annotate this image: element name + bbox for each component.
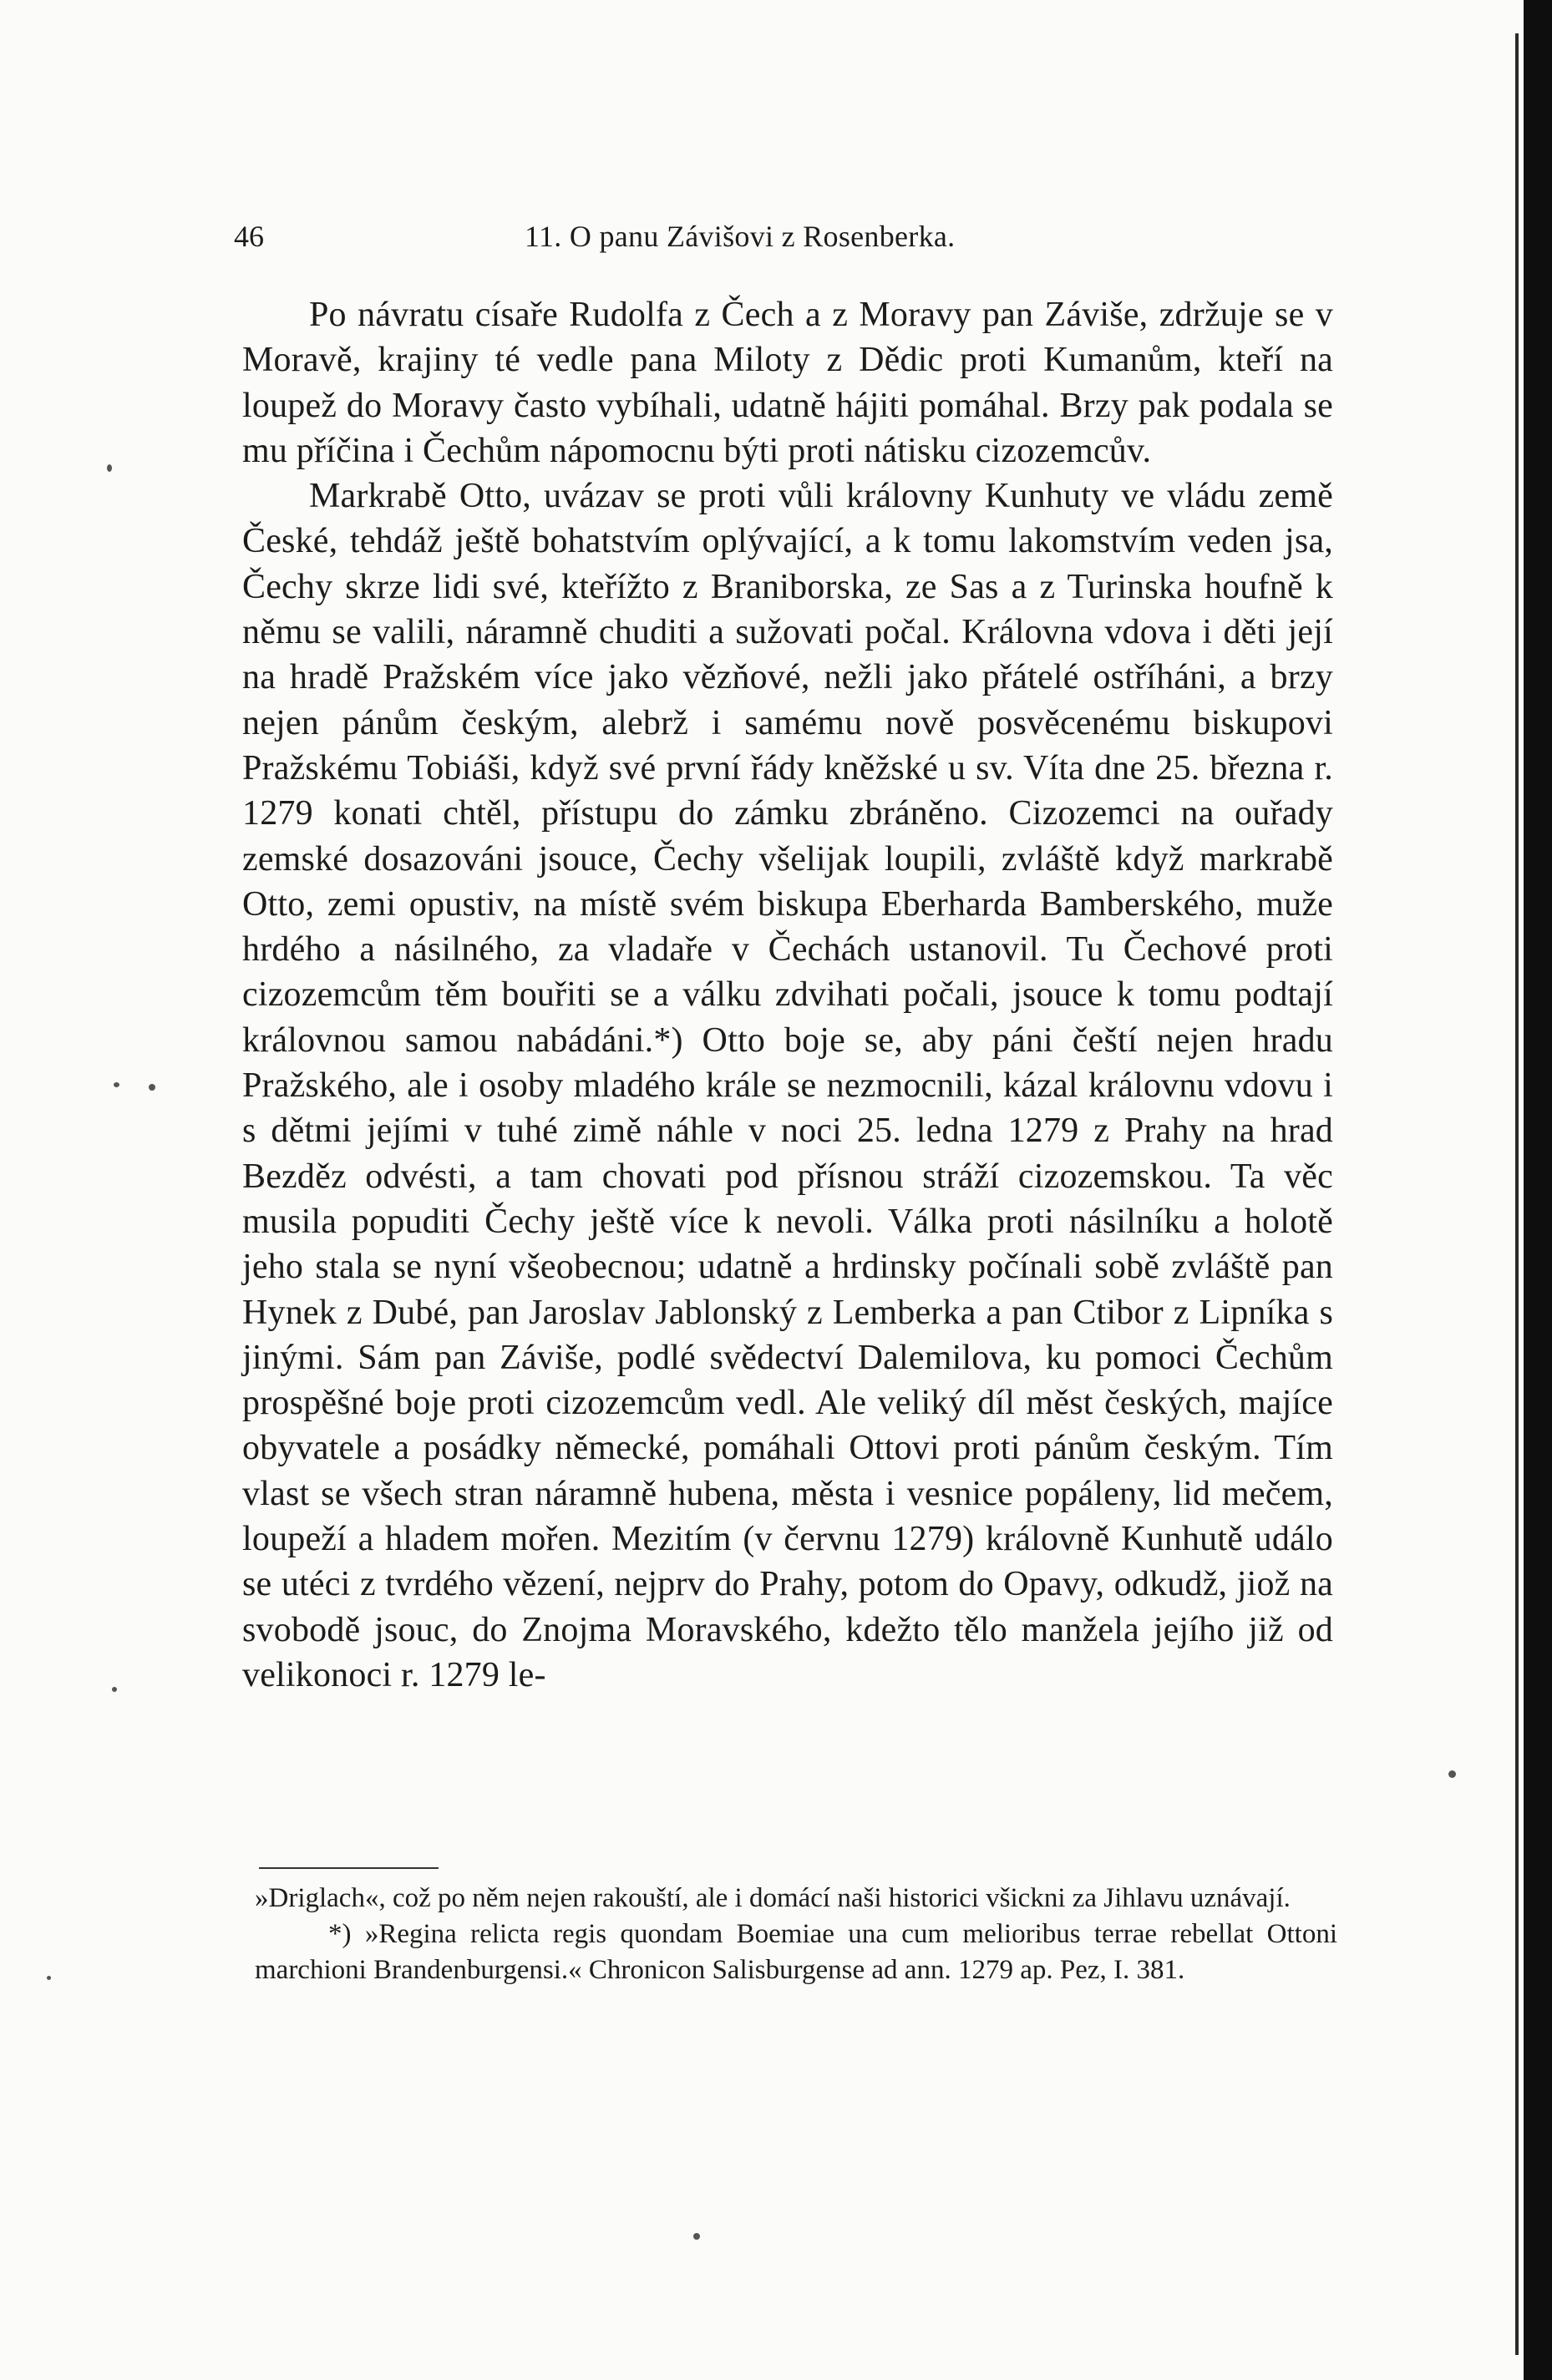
footnote-star: *) »Regina relicta regis quondam Boemiae una cum melioribus terrae rebellat Ottoni marchioni Brandenburgensi.« Chronicon Salisburgense ad ann. 1279 ap. Pez, I. 381. <box>255 1919 1337 1985</box>
footnote-separator <box>259 1867 439 1869</box>
scan-speck <box>107 464 112 472</box>
page-number: 46 <box>234 220 264 253</box>
scan-speck <box>112 1687 117 1692</box>
scan-speck <box>114 1082 119 1087</box>
scan-speck <box>1448 1770 1456 1778</box>
scan-speck <box>693 2233 700 2240</box>
scan-edge-shadow <box>1524 0 1552 2380</box>
scan-speck <box>149 1084 155 1091</box>
running-head: 11. O panu Závišovi z Rosenberka. <box>525 220 956 253</box>
scan-edge-line <box>1515 33 1519 2355</box>
page-header <box>234 219 1336 261</box>
paragraph-1: Po návratu císaře Rudolfa z Čech a z Moravy pan Záviše, zdržuje se v Moravě, krajiny té vedle pana Miloty z Dědic proti Kumanům, kteří na loupež do Moravy často vybíhali, udatně hájiti pomáhal. Brzy pak podala se mu příčina i Čechům nápomocnu býti proti nátisku cizozemcův. <box>242 296 1333 470</box>
body-text <box>242 292 1333 1698</box>
footnote-continuation: »Driglach«, což po něm nejen rakouští, ale i domácí naši historici všickni za Jihlavu uznávají. <box>255 1883 1291 1913</box>
footnotes <box>255 1881 1337 1988</box>
paragraph-2: Markrabě Otto, uvázav se proti vůli královny Kunhuty ve vládu země České, tehdáž ještě bohatstvím oplývající, a k tomu lakomstvím veden jsa, Čechy skrze lidi své, kteřížto z Braniborska, ze Sas a z Turinska houfně k němu se valili, náramně chuditi a sužovati počal. Královna vdova i děti její na hradě Pražském více jako vězňové, nežli jako přátelé ostříháni, a brzy nejen pánům českým, alebrž i samému nově posvěcenému biskupovi Pražskému Tobiáši, když své první řády kněžské u sv. Víta dne 25. března r. 1279 konati chtěl, přístupu do zámku zbráněno. Cizozemci na ouřady zemské dosazováni jsouce, Čechy všelijak loupili, zvláště když markrabě Otto, zemi opustiv, na místě svém biskupa Eberharda Bamberského, muže hrdého a násilného, za vladaře v Čechách ustanovil. Tu Čechové proti cizozemcům těm bouřiti se a válku zdvihati počali, jsouce k tomu podtají královnou samou nabádáni.*) Otto boje se, aby páni čeští nejen hradu Pražského, ale i osoby mladého krále se nezmocnili, kázal královnu vdovu i s dětmi jejími v tuhé zimě náhle v noci 25. ledna 1279 z Prahy na hrad Bezděz odvésti, a tam chovati pod přísnou stráží cizozemskou. Ta věc musila popuditi Čechy ještě více k nevoli. Válka proti násilníku a holotě jeho stala se nyní všeobecnou; udatně a hrdinsky počínali sobě zvláště pan Hynek z Dubé, pan Jaroslav Jablonský z Lemberka a pan Ctibor z Lipníka s jinými. Sám pan Záviše, podlé svědectví Dalemilova, ku pomoci Čechům prospěšné boje proti cizozemcům vedl. Ale veliký díl měst českých, majíce obyvatele a posádky německé, pomáhali Ottovi proti pánům českým. Tím vlast se všech stran náramně hubena, města i vesnice popáleny, lid mečem, loupeží a hladem mořen. Mezitím (v červnu 1279) královně Kunhutě událo se utéci z tvrdého vězení, nejprv do Prahy, potom do Opavy, odkudž, jiož na svobodě jsouc, do Znojma Moravského, kdežto tělo manžela jejího již od velikonoci r. 1279 le- <box>242 477 1333 1694</box>
scan-speck <box>47 1976 51 1980</box>
